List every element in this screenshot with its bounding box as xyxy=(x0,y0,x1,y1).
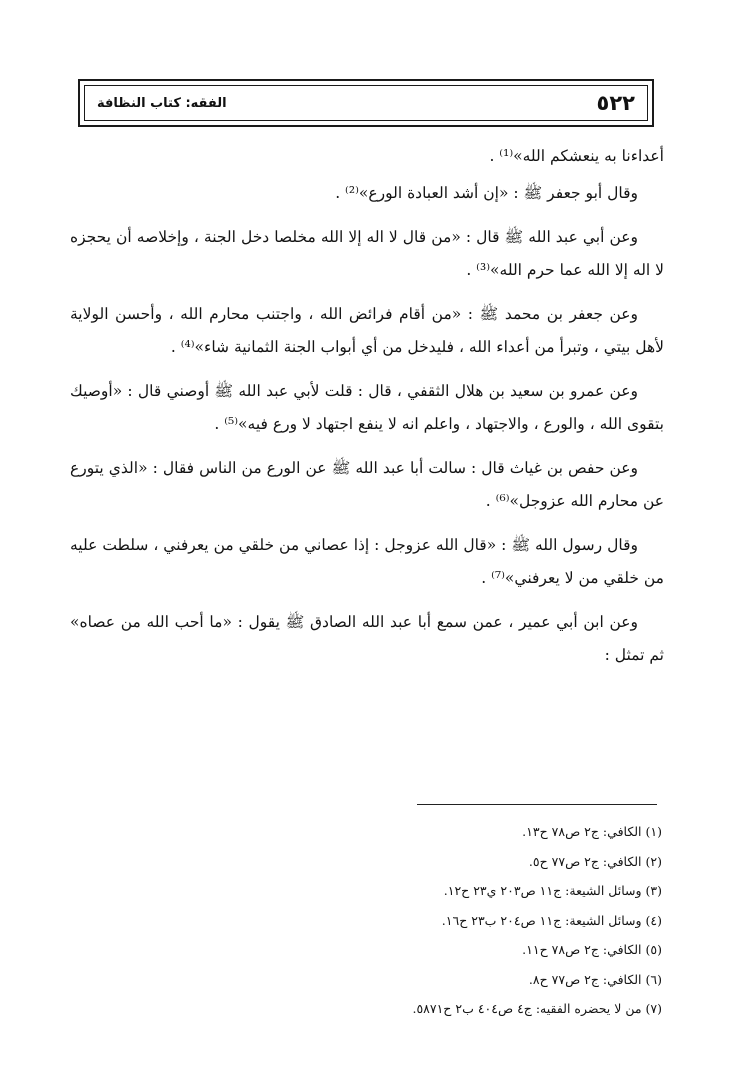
footnote: (٤) وسائل الشيعة: ج١١ ص٢٠٤ ب٢٣ ح١٦. xyxy=(441,912,662,928)
footnote: (٧) من لا يحضره الفقيه: ج٤ ص٤٠٤ ب٢ ح٥٨٧١. xyxy=(412,1001,662,1016)
page-header-frame xyxy=(78,79,654,127)
footnote: (٣) وسائل الشيعة: ج١١ ص٢٠٣ ي٢٣ ح١٢. xyxy=(443,883,662,898)
paragraph-hadith: وقال أبو جعفر ﷺ : «إن أشد العبادة الورع»⁽²⁾ . xyxy=(335,184,638,202)
page-header xyxy=(84,85,648,121)
main-text xyxy=(70,140,664,683)
footnotes xyxy=(70,817,662,1024)
running-title: الفقه: كتاب النظافة xyxy=(97,95,227,111)
paragraph-hadith: وعن جعفر بن محمد ﷺ : «من أقام فرائض الله ، واجتنب محارم الله ، وأحسن الولاية لأهل بيتي ، وتبرأ من أعداء الله ، فليدخل من أي أبواب الجنة الثمانية شاء»⁽⁴⁾ . xyxy=(70,305,664,356)
footnote: (٥) الكافي: ج٢ ص٧٨ ح١١. xyxy=(522,942,662,957)
paragraph-hadith: وعن ابن أبي عمير ، عمن سمع أبا عبد الله الصادق ﷺ يقول : «ما أحب الله من عصاه» ثم تمثل : xyxy=(70,613,664,664)
paragraph-hadith: وعن عمرو بن سعيد بن هلال الثقفي ، قال : قلت لأبي عبد الله ﷺ أوصني قال : «أوصيك بتقوى الله ، والورع ، والاجتهاد ، واعلم انه لا ينفع اجتهاد لا ورع فيه»⁽⁵⁾ . xyxy=(70,382,664,433)
paragraph-hadith: وعن أبي عبد الله ﷺ قال : «من قال لا اله إلا الله مخلصا دخل الجنة ، وإخلاصه أن يحجزه لا اله إلا الله عما حرم الله»⁽³⁾ . xyxy=(70,228,664,279)
footnote: (٢) الكافي: ج٢ ص٧٧ ح٥. xyxy=(528,853,662,869)
page-number: ٥٢٢ xyxy=(596,91,635,115)
footnote-separator xyxy=(417,804,657,805)
paragraph-continuation: أعداءنا به ينعشكم الله»⁽¹⁾ . xyxy=(489,147,664,165)
paragraph-hadith: وقال رسول الله ﷺ : «قال الله عزوجل : إذا عصاني من خلقي من يعرفني ، سلطت عليه من خلقي من لا يعرفني»⁽⁷⁾ . xyxy=(70,536,664,587)
footnote: (١) الكافي: ج٢ ص٧٨ ح١٣. xyxy=(522,824,662,839)
paragraph-hadith: وعن حفص بن غياث قال : سالت أبا عبد الله ﷺ عن الورع من الناس فقال : «الذي يتورع عن محارم الله عزوجل»⁽⁶⁾ . xyxy=(70,459,664,510)
footnote: (٦) الكافي: ج٢ ص٧٧ ح٨. xyxy=(528,971,662,987)
